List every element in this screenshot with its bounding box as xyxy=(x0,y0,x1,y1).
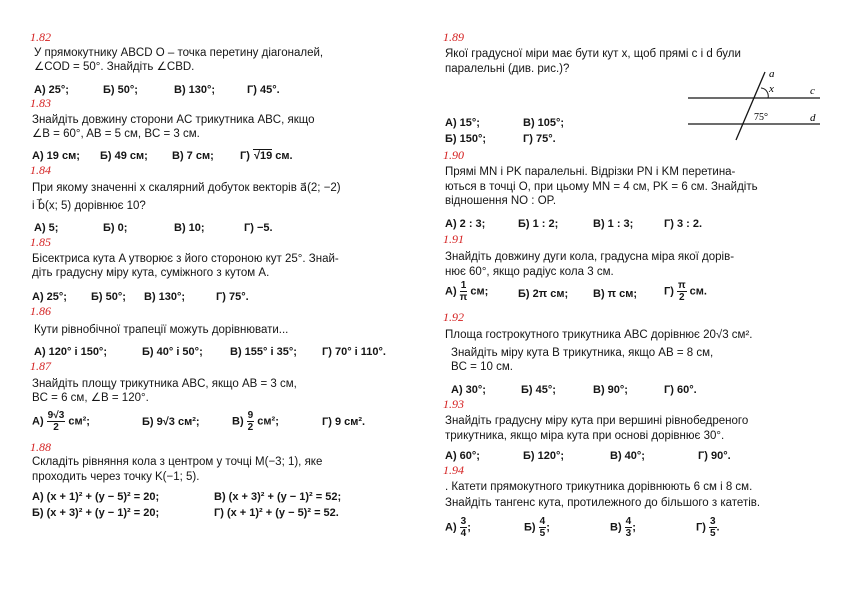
answer-option-a: А) 120° і 150°; xyxy=(34,346,107,358)
question-text: Знайдіть довжину дуги кола, градусна міра якої дорів- xyxy=(445,251,735,263)
answer-option-b: Б) 50°; xyxy=(91,291,126,303)
question-number: 1.86 xyxy=(30,304,51,318)
question-text: проходить через точку K(−1; 5). xyxy=(32,471,200,483)
question-text: BC = 10 см. xyxy=(451,361,513,373)
answer-option-d: Г) $\frac{\pi}{2}$ см. xyxy=(664,280,707,303)
question-number: 1.90 xyxy=(443,148,464,162)
question-number: 1.91 xyxy=(443,232,464,246)
answer-option-b: Б) 0; xyxy=(103,222,128,234)
answer-option-b: Б) 120°; xyxy=(523,450,565,462)
answer-option-b: В) 105°; xyxy=(523,117,565,129)
question-text: Складіть рівняння кола з центром у точці M(−3; 1), яке xyxy=(32,456,323,468)
answer-option-b: Б) 50°; xyxy=(103,84,138,96)
question-text: Знайдіть площу трикутника ABC, якщо AB = 3 см, xyxy=(32,378,297,390)
answer-option-c: В) 130°; xyxy=(174,84,216,96)
label-d: d xyxy=(810,112,816,124)
answer-option-d: Г) 75°. xyxy=(523,133,556,145)
label-x: x xyxy=(769,83,774,95)
question-text: BC = 6 см, ∠B = 120°. xyxy=(32,392,149,404)
question-text: . Катети прямокутного трикутника дорівнюють 6 см і 8 см. xyxy=(445,481,753,493)
question-text: При якому значенні x скалярний добуток векторів a⃗(2; −2) xyxy=(32,182,341,194)
answer-option-a: А) (x + 1)² + (y − 5)² = 20; xyxy=(32,491,160,503)
answer-option-b: Б) 45°; xyxy=(521,384,556,396)
answer-option-d: Г) 60°. xyxy=(664,384,697,396)
question-text: Прямі MN і PK паралельні. Відрізки PN і KM перетина- xyxy=(445,166,736,178)
answer-option-c: В) $\frac{4}{3}$ ; xyxy=(610,516,636,539)
answer-option-c: В) $\frac{9}{2}$ см²; xyxy=(232,410,279,433)
answer-option-a: А) 30°; xyxy=(451,384,486,396)
answer-option-c: В) 90°; xyxy=(593,384,628,396)
answer-option-c: В) π см; xyxy=(593,288,638,300)
answer-option-b: Б) 9√3 см²; xyxy=(142,416,200,428)
line-a xyxy=(736,72,765,140)
question-text: відношення NO : OP. xyxy=(445,195,557,207)
question-text: Знайдіть градусну міру кута при вершині рівнобедреного xyxy=(445,415,749,427)
answer-option-a: А) 5; xyxy=(34,222,59,234)
answer-option-a: А) $\frac{1}{\pi}$ см; xyxy=(445,280,489,303)
question-text: Кути рівнобічної трапеції можуть дорівнювати... xyxy=(34,324,289,336)
answer-option-d: Г) 45°. xyxy=(247,84,280,96)
answer-option-d: Г) 9 см². xyxy=(322,416,366,428)
answer-option-d: Г) 90°. xyxy=(698,450,731,462)
answer-option-d: Г) −5. xyxy=(244,222,273,234)
question-text: ∠COD = 50°. Знайдіть ∠CBD. xyxy=(34,61,195,73)
question-text: У прямокутнику ABCD O – точка перетину діагоналей, xyxy=(34,47,324,59)
label-angle: 75° xyxy=(754,112,768,123)
question-text: Знайдіть тангенс кута, протилежного до більшого з катетів. xyxy=(445,497,761,509)
answer-option-d: Г) 70° і 110°. xyxy=(322,346,386,358)
answer-option-b: Б) 2π см; xyxy=(518,288,569,300)
question-number: 1.93 xyxy=(443,397,464,411)
answer-option-a: А) 25°; xyxy=(32,291,67,303)
answer-option-b: Б) 40° і 50°; xyxy=(142,346,203,358)
answer-option-c: В) 1 : 3; xyxy=(593,218,634,230)
question-number: 1.83 xyxy=(30,96,51,110)
question-text: Знайдіть довжину сторони AC трикутника ABC, якщо xyxy=(32,114,315,126)
question-number: 1.87 xyxy=(30,359,51,373)
question-text: трикутника, якщо міра кута при основі дорівнює 30°. xyxy=(445,430,725,442)
question-text: Площа гострокутного трикутника ABC дорівнює 20√3 см². xyxy=(445,329,753,341)
label-a: a xyxy=(769,68,775,80)
question-text: паралельні (див. рис.)? xyxy=(445,63,570,75)
question-text: нює 60°, якщо радіус кола 3 см. xyxy=(445,266,614,278)
answer-option-d: Г) √19 см. xyxy=(240,150,293,162)
question-number: 1.84 xyxy=(30,163,51,177)
answer-option-a: А) $\frac{9√3}{2}$ см²; xyxy=(32,410,90,433)
answer-option-d: Г) $\frac{3}{5}$ . xyxy=(696,516,720,539)
answer-option-a: А) 60°; xyxy=(445,450,480,462)
answer-option-a: А) 2 : 3; xyxy=(445,218,486,230)
question-text: Бісектриса кута A утворює з його стороною кут 25°. Знай- xyxy=(32,253,339,265)
question-number: 1.92 xyxy=(443,310,464,324)
angle-x-arc xyxy=(761,88,768,98)
answer-option-b: Б) $\frac{4}{5}$ ; xyxy=(524,516,550,539)
question-number: 1.89 xyxy=(443,30,464,44)
answer-option-d: Г) 3 : 2. xyxy=(664,218,703,230)
answer-option-c: Б) (x + 3)² + (y − 1)² = 20; xyxy=(32,507,160,519)
answer-option-b: В) (x + 3)² + (y − 1)² = 52; xyxy=(214,491,342,503)
answer-option-b: Б) 49 см; xyxy=(100,150,148,162)
answer-option-c: В) 40°; xyxy=(610,450,645,462)
answer-option-a: А) $\frac{3}{4}$ ; xyxy=(445,516,471,539)
answer-option-a: А) 15°; xyxy=(445,117,480,129)
question-text: Знайдіть міру кута B трикутника, якщо AB = 8 см, xyxy=(451,347,714,359)
question-number: 1.94 xyxy=(443,463,464,477)
answer-option-c: Б) 150°; xyxy=(445,133,487,145)
question-text: Якої градусної міри має бути кут x, щоб прямі c і d були xyxy=(445,48,741,60)
question-number: 1.85 xyxy=(30,235,51,249)
question-number: 1.88 xyxy=(30,440,51,454)
question-text: ∠B = 60°, AB = 5 см, BC = 3 см. xyxy=(32,128,200,140)
answer-option-c: В) 7 см; xyxy=(172,150,214,162)
question-number: 1.82 xyxy=(30,30,51,44)
answer-option-c: В) 155° і 35°; xyxy=(230,346,297,358)
answer-option-d: Г) (x + 1)² + (y − 5)² = 52. xyxy=(214,507,339,519)
question-text: діть градусну міру кута, суміжного з кутом A. xyxy=(32,267,270,279)
question-text: і b⃗(x; 5) дорівнює 10? xyxy=(32,200,146,212)
answer-option-c: В) 10; xyxy=(174,222,205,234)
answer-option-b: Б) 1 : 2; xyxy=(518,218,559,230)
answer-option-a: А) 19 см; xyxy=(32,150,80,162)
answer-option-c: В) 130°; xyxy=(144,291,186,303)
parallel-lines-figure xyxy=(680,66,830,142)
answer-option-d: Г) 75°. xyxy=(216,291,249,303)
question-text: ються в точці O, при цьому MN = 4 см, PK = 6 см. Знайдіть xyxy=(445,181,758,193)
answer-option-a: А) 25°; xyxy=(34,84,69,96)
label-c: c xyxy=(810,85,815,97)
